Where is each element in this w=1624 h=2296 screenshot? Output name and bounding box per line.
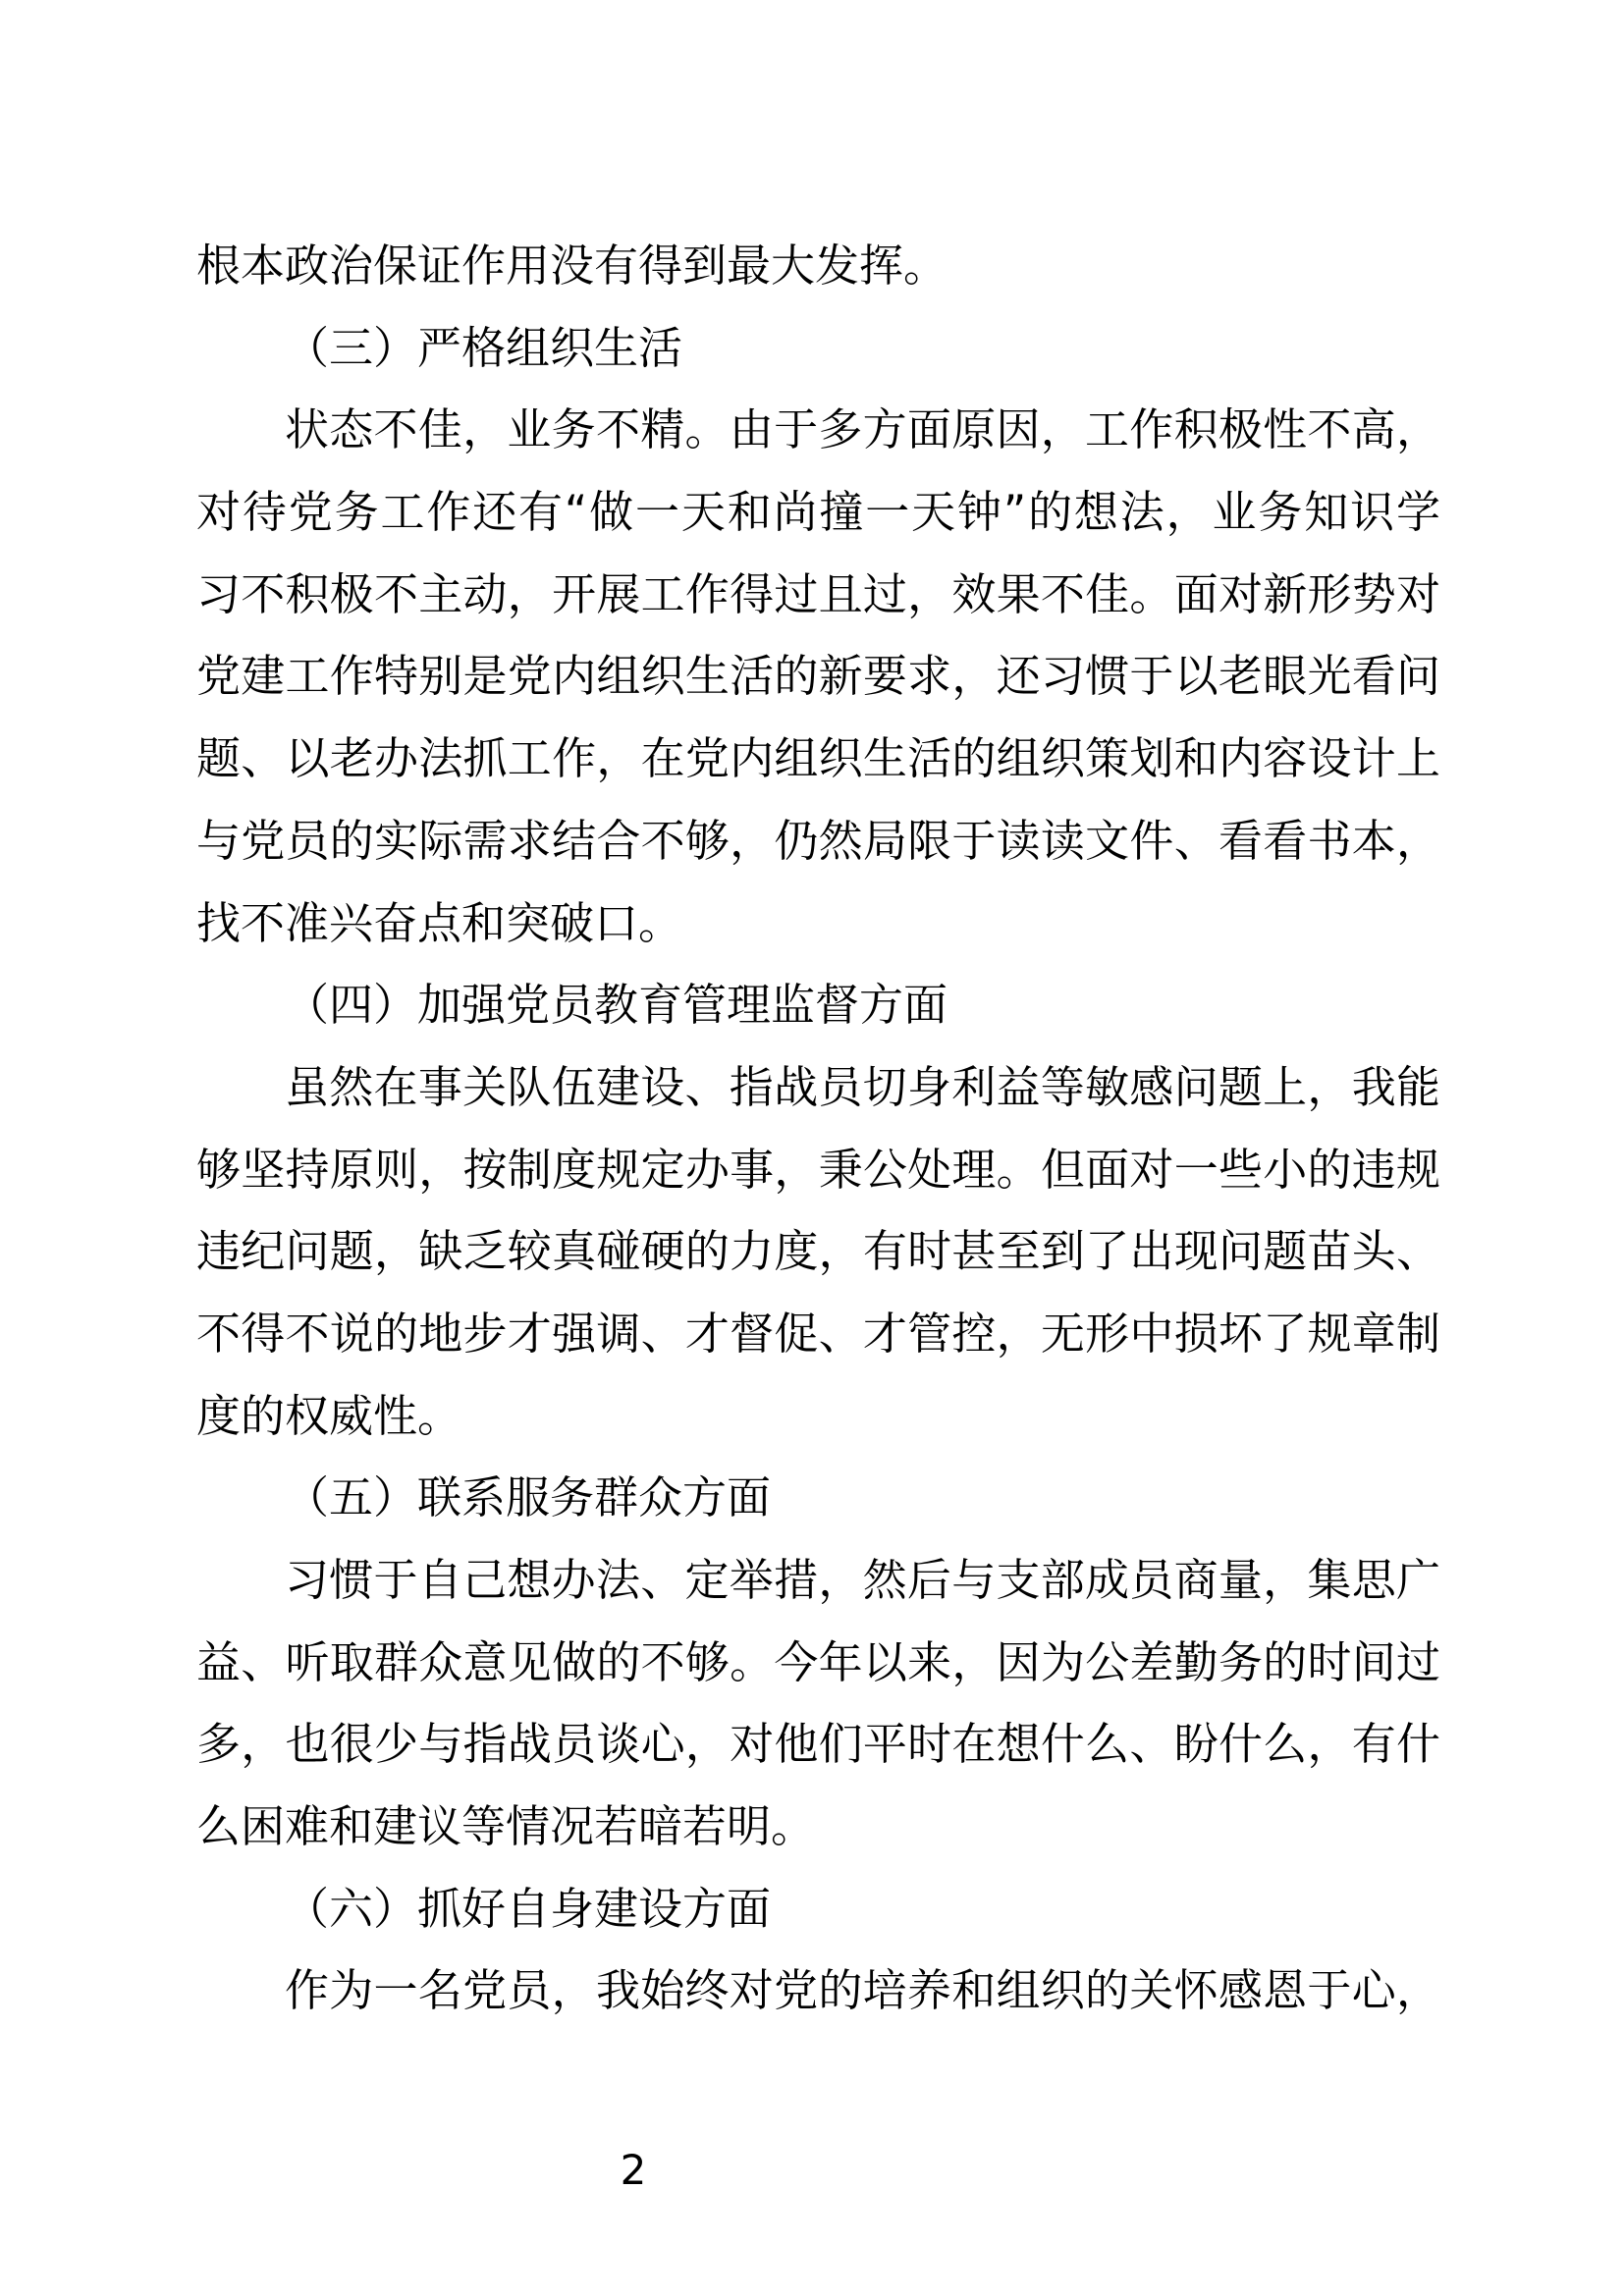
section-heading: （五）联系服务群众方面 (285, 1471, 772, 1524)
paragraph-line: 对待党务工作还有“做一天和尚撞一天钟”的想法，业务知识学 (196, 486, 1440, 539)
paragraph-line: 作为一名党员，我始终对党的培养和组织的关怀感恩于心， (285, 1964, 1440, 2017)
paragraph-line: 习不积极不主动，开展工作得过且过，效果不佳。面对新形势对 (196, 567, 1440, 620)
paragraph-line: 度的权威性。 (196, 1389, 462, 1442)
paragraph-line: 根本政治保证作用没有得到最大发挥。 (196, 240, 948, 292)
paragraph-line: 违纪问题，缺乏较真碰硬的力度，有时甚至到了出现问题苗头、 (196, 1225, 1440, 1278)
section-heading: （六）抓好自身建设方面 (285, 1882, 772, 1935)
paragraph-line: 习惯于自己想办法、定举措，然后与支部成员商量，集思广 (285, 1554, 1440, 1606)
paragraph-line: 多，也很少与指战员谈心，对他们平时在想什么、盼什么，有什 (196, 1718, 1440, 1771)
paragraph-line: 题、以老办法抓工作，在党内组织生活的组织策划和内容设计上 (196, 732, 1440, 785)
section-heading: （三）严格组织生活 (285, 321, 683, 374)
paragraph-line: 党建工作特别是党内组织生活的新要求，还习惯于以老眼光看问 (196, 650, 1440, 703)
paragraph-line: 够坚持原则，按制度规定办事，秉公处理。但面对一些小的违规 (196, 1143, 1440, 1196)
paragraph-line: 虽然在事关队伍建设、指战员切身利益等敏感问题上，我能 (285, 1060, 1440, 1113)
paragraph-line: 不得不说的地步才强调、才督促、才管控，无形中损坏了规章制 (196, 1307, 1440, 1360)
page-number: 2 (620, 2146, 647, 2194)
paragraph-line: 与党员的实际需求结合不够，仍然局限于读读文件、看看书本， (196, 814, 1440, 867)
section-heading: （四）加强党员教育管理监督方面 (285, 979, 948, 1032)
paragraph-line: 状态不佳，业务不精。由于多方面原因，工作积极性不高， (285, 403, 1440, 456)
document-body (196, 225, 1440, 2032)
paragraph-line: 益、听取群众意见做的不够。今年以来，因为公差勤务的时间过 (196, 1635, 1440, 1688)
paragraph-line: 么困难和建议等情况若暗若明。 (196, 1800, 816, 1853)
paragraph-line: 找不准兴奋点和突破口。 (196, 896, 683, 949)
